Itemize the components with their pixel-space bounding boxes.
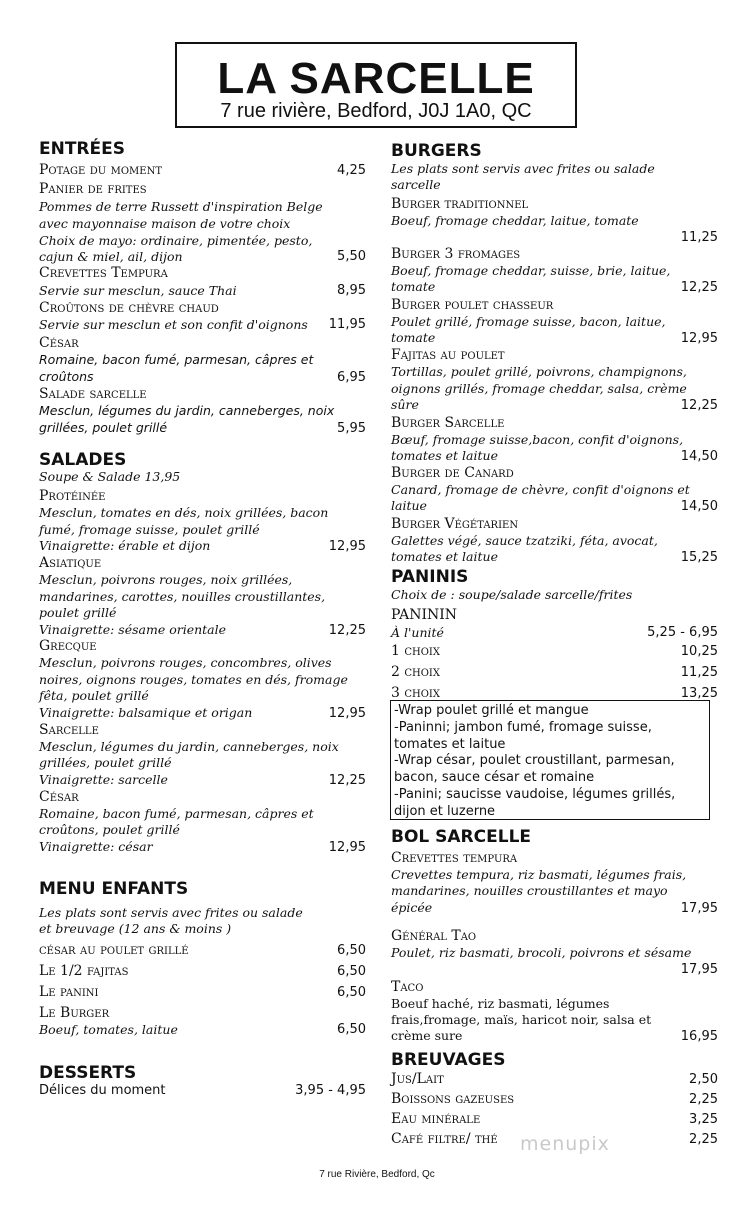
- footer-address: 7 rue Rivière, Bedford, Qc: [319, 1169, 435, 1180]
- menu-item-name: Protéinée: [39, 488, 106, 504]
- section-title-breuvages: BREUVAGES: [391, 1050, 506, 1070]
- menu-item-price: 6,50: [337, 964, 366, 979]
- panini-heading: PANININ: [391, 607, 458, 623]
- menu-item-desc: tomates et laitue: [391, 448, 498, 463]
- menu-item-price: 10,25: [680, 644, 718, 659]
- menu-item-desc: Vinaigrette: balsamique et origan: [39, 705, 253, 720]
- menu-item-desc: avec mayonnaise maison de votre choix: [39, 216, 291, 231]
- menu-item-price: 12,25: [680, 280, 718, 295]
- menu-item-desc: Vinaigrette: sésame orientale: [39, 622, 227, 637]
- menu-item-price: 14,50: [680, 499, 718, 514]
- menu-item-price: 5,95: [337, 421, 366, 436]
- menu-item-desc: croûtons: [39, 369, 94, 384]
- menu-item-price: 2,25: [689, 1132, 718, 1147]
- menu-item-desc: Bœuf, fromage suisse,bacon, confit d'oignons,: [391, 432, 684, 447]
- panini-option-line: -Paninni; jambon fumé, fromage suisse,: [394, 719, 652, 735]
- menu-item-name: César: [39, 789, 79, 805]
- menu-item-name: Le Burger: [39, 1005, 110, 1021]
- menu-item-desc: tomate: [391, 279, 436, 294]
- section-title-burgers: BURGERS: [391, 141, 482, 161]
- menu-item-name: 1 choix: [391, 643, 440, 659]
- menu-item-price: 11,95: [328, 317, 366, 332]
- menu-item-desc: Boeuf, fromage cheddar, laitue, tomate: [391, 213, 639, 228]
- panini-option-line: -Wrap poulet grillé et mangue: [394, 703, 589, 718]
- menu-item-name: Burger Sarcelle: [391, 415, 505, 431]
- menu-item-desc: sûre: [391, 397, 419, 412]
- section-title-bol: BOL SARCELLE: [391, 827, 532, 847]
- menu-item-desc: grillées, poulet grillé: [39, 420, 168, 435]
- menu-item-price: 6,95: [337, 370, 366, 385]
- section-note: sarcelle: [391, 177, 441, 192]
- menu-item-price: 2,50: [689, 1072, 718, 1087]
- menu-item-desc: tomates et laitue: [391, 549, 498, 564]
- menu-item-desc: mandarines, carottes, nouilles croustillantes,: [39, 589, 326, 604]
- menu-item-desc: Servie sur mesclun et son confit d'oignons: [39, 317, 308, 332]
- menu-item-price: 12,95: [328, 840, 366, 855]
- section-note: Soupe & Salade 13,95: [39, 469, 181, 484]
- menu-item-price: 6,50: [337, 943, 366, 958]
- menu-item-desc: Choix de mayo: ordinaire, pimentée, pesto,: [39, 233, 313, 248]
- menu-item-name: Burger traditionnel: [391, 196, 529, 212]
- restaurant-header: [175, 42, 577, 128]
- section-title-desserts: DESSERTS: [39, 1063, 137, 1083]
- menu-item-name: Le 1/2 fajitas: [39, 963, 129, 979]
- menu-item-desc: noires, oignons rouges, tomates en dés, fromage: [39, 672, 348, 687]
- menu-item-price: 16,95: [680, 1029, 718, 1044]
- menu-item-price: 8,95: [337, 283, 366, 298]
- menu-item-name: Croûtons de chèvre chaud: [39, 300, 219, 316]
- menu-item-price: 12,25: [680, 398, 718, 413]
- menu-item-desc: Boeuf, fromage cheddar, suisse, brie, laitue,: [391, 263, 671, 278]
- menu-item-price: 3,25: [689, 1112, 718, 1127]
- menu-item-desc: laitue: [391, 498, 427, 513]
- menu-item-desc: Mesclun, légumes du jardin, canneberges, noix: [39, 739, 339, 754]
- menu-item-desc: Romaine, bacon fumé, parmesan, câpres et: [39, 352, 314, 367]
- menu-item-desc: crème sure: [391, 1028, 463, 1043]
- section-note: et breuvage (12 ans & moins ): [39, 921, 232, 936]
- menu-item-desc: mandarines, nouilles croustillantes et mayo: [391, 883, 668, 898]
- menu-item-price: 5,50: [337, 249, 366, 264]
- panini-option-line: tomates et laitue: [394, 736, 506, 752]
- menu-item-name: Taco: [391, 979, 424, 995]
- restaurant-address: 7 rue rivière, Bedford, J0J 1A0, QC: [220, 100, 532, 122]
- menu-item-name: Le panini: [39, 984, 99, 1000]
- menu-item-desc: grillées, poulet grillé: [39, 755, 172, 770]
- menu-item-desc: Servie sur mesclun, sauce Thai: [39, 283, 237, 298]
- menu-item-price: 13,25: [680, 686, 718, 701]
- section-note: Les plats sont servis avec frites ou salade: [39, 905, 303, 920]
- menu-item-desc: frais,fromage, maïs, haricot noir, salsa et: [391, 1012, 652, 1027]
- section-note: Les plats sont servis avec frites ou salade: [391, 161, 655, 176]
- section-title-enfants: MENU ENFANTS: [39, 879, 189, 899]
- menu-item-desc: poulet grillé: [39, 605, 117, 620]
- menu-item-price: 14,50: [680, 449, 718, 464]
- menu-item-desc: épicée: [391, 900, 433, 915]
- menu-item-desc: Mesclun, tomates en dés, noix grillées, bacon: [39, 505, 329, 520]
- menu-item-name: 3 choix: [391, 685, 440, 701]
- menu-item-price: 12,95: [680, 331, 718, 346]
- panini-option-line: bacon, sauce césar et romaine: [394, 770, 595, 786]
- menu-item-name: Crevettes tempura: [391, 850, 518, 866]
- panini-options-box: [390, 700, 710, 820]
- menu-item-price: 12,95: [328, 706, 366, 721]
- menu-item-price: 4,25: [337, 163, 366, 178]
- menu-item-desc: tomate: [391, 330, 436, 345]
- menu-item-name: Burger poulet chasseur: [391, 297, 554, 313]
- menu-item-desc: cajun & miel, ail, dijon: [39, 249, 183, 264]
- menu-item-desc: Poulet grillé, fromage suisse, bacon, laitue,: [391, 314, 666, 329]
- menu-item-desc: Crevettes tempura, riz basmati, légumes frais,: [391, 867, 687, 882]
- menu-item-price: 12,95: [328, 539, 366, 554]
- section-note: Choix de : soupe/salade sarcelle/frites: [391, 587, 633, 602]
- menu-item-price: 2,25: [689, 1092, 718, 1107]
- menu-item-desc: fumé, fromage suisse, poulet grillé: [39, 522, 260, 537]
- section-title-entrees: ENTRÉES: [39, 139, 125, 159]
- menu-item-name: Eau minérale: [391, 1111, 481, 1127]
- menu-item-name: césar au poulet grillé: [39, 942, 189, 958]
- menu-item-desc: Canard, fromage de chèvre, confit d'oignons et: [391, 482, 690, 497]
- menu-item-price: 6,50: [337, 985, 366, 1000]
- menu-item-name: Jus/Lait: [391, 1071, 444, 1087]
- menu-item-name: César: [39, 335, 79, 351]
- menu-item-price: 11,25: [680, 230, 718, 245]
- menu-item-desc: fêta, poulet grillé: [39, 688, 149, 703]
- menu-item-price: 12,25: [328, 773, 366, 788]
- menu-item-price: 15,25: [680, 550, 718, 565]
- menu-item-name: Burger de Canard: [391, 465, 514, 481]
- menu-item-name: Fajitas au poulet: [391, 347, 505, 363]
- panini-option-line: -Wrap césar, poulet croustillant, parmesan,: [394, 753, 675, 769]
- section-title-salades: SALADES: [39, 450, 127, 470]
- restaurant-title: LA SARCELLE: [217, 54, 535, 103]
- section-title-paninis: PANINIS: [391, 567, 469, 587]
- menu-item-desc: Vinaigrette: césar: [39, 839, 153, 854]
- watermark: menupix: [520, 1133, 610, 1155]
- menu-item-price: 5,25 - 6,95: [647, 625, 718, 640]
- menu-item-desc: Pommes de terre Russett d'inspiration Belge: [39, 199, 323, 214]
- menu-item-name: Général Tao: [391, 928, 477, 944]
- menu-item-name: Asiatique: [39, 555, 102, 571]
- panini-option-line: -Panini; saucisse vaudoise, légumes grillés,: [394, 786, 676, 802]
- menu-item-desc: Mesclun, poivrons rouges, noix grillées,: [39, 572, 293, 587]
- menu-item-price: 11,25: [680, 665, 718, 680]
- menu-item-desc: croûtons, poulet grillé: [39, 822, 180, 837]
- menu-item-name: À l'unité: [391, 625, 444, 640]
- menu-item-name: Sarcelle: [39, 722, 99, 738]
- menu-item-name: Burger 3 fromages: [391, 246, 521, 262]
- menu-item-name: Burger Végétarien: [391, 516, 519, 532]
- menu-item-desc: Boeuf, tomates, laitue: [39, 1022, 178, 1037]
- menu-item-desc: Galettes végé, sauce tzatziki, féta, avocat,: [391, 533, 658, 548]
- menu-item-desc: Poulet, riz basmati, brocoli, poivrons et sésame: [391, 945, 692, 960]
- menu-item-name: Potage du moment: [39, 162, 162, 178]
- menu-item-price: 3,95 - 4,95: [295, 1083, 366, 1098]
- panini-option-line: dijon et luzerne: [394, 803, 496, 819]
- menu-item-desc: Tortillas, poulet grillé, poivrons, champignons,: [391, 364, 687, 379]
- menu-item-name: Grecque: [39, 638, 97, 654]
- menu-item-name: Crevettes Tempura: [39, 265, 168, 281]
- menu-item-desc: Romaine, bacon fumé, parmesan, câpres et: [39, 806, 314, 821]
- menu-item-name: 2 choix: [391, 664, 440, 680]
- menu-item-desc: Mesclun, légumes du jardin, canneberges, noix: [39, 403, 335, 418]
- menu-item-desc: Boeuf haché, riz basmati, légumes: [391, 996, 610, 1011]
- menu-item-desc: Mesclun, poivrons rouges, concombres, olives: [39, 655, 332, 670]
- menu-item-price: 12,25: [328, 623, 366, 638]
- menu-item-name: Salade sarcelle: [39, 386, 147, 402]
- menu-item-desc: Vinaigrette: érable et dijon: [39, 538, 211, 553]
- menu-item-desc: oignons grillés, fromage cheddar, salsa, crème: [391, 381, 687, 396]
- menu-item-price: 17,95: [680, 901, 718, 916]
- menu-item-name: Délices du moment: [39, 1083, 166, 1098]
- menu-item-desc: Vinaigrette: sarcelle: [39, 772, 168, 787]
- menu-item-price: 17,95: [680, 962, 718, 977]
- menu-item-price: 6,50: [337, 1022, 366, 1037]
- menu-item-name: Café filtre/ thé: [391, 1131, 498, 1147]
- menu-item-name: Panier de frites: [39, 181, 147, 197]
- menu-item-name: Boissons gazeuses: [391, 1091, 515, 1107]
